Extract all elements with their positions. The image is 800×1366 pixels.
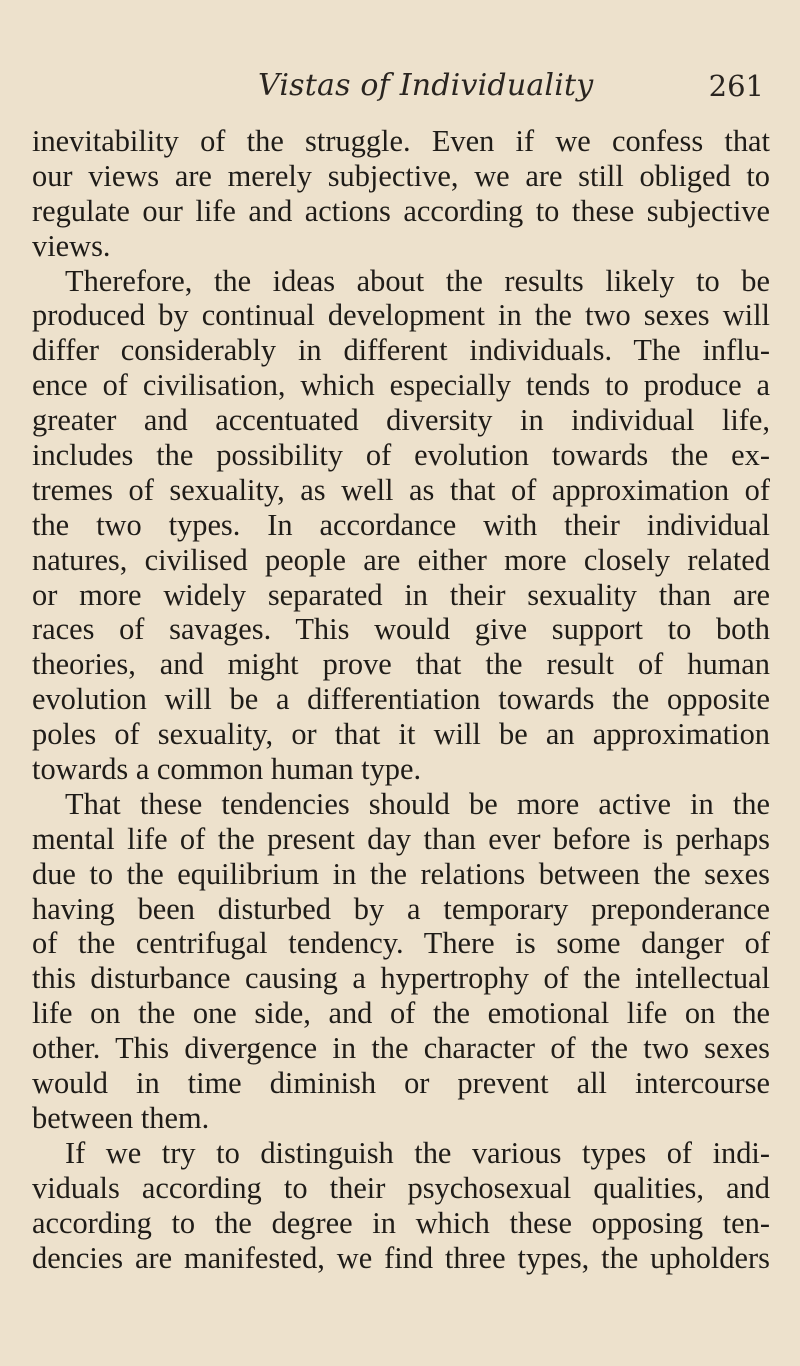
text-line: would in time diminish or prevent all intercourse — [32, 1066, 770, 1101]
running-title: Vistas of Individuality — [258, 68, 594, 103]
text-line: ence of civilisation, which especially tends to produce a — [32, 368, 770, 403]
text-line: Therefore, the ideas about the results likely to be — [65, 263, 770, 298]
text-line: between them. — [32, 1100, 210, 1135]
text-line: poles of sexuality, or that it will be an approximation — [32, 717, 770, 752]
text-line: greater and accentuated diversity in individual life, — [32, 403, 770, 438]
text-line: other. This divergence in the character of the two sexes — [32, 1031, 770, 1066]
text-line: mental life of the present day than ever before is perhaps — [32, 821, 770, 856]
text-line: theories, and might prove that the result of human — [32, 647, 770, 682]
text-line: this disturbance causing a hypertrophy of the intellectual — [32, 961, 770, 996]
text-line: evolution will be a differentiation towards the opposite — [32, 682, 770, 717]
text-line: produced by continual development in the two sexes will — [32, 298, 770, 333]
text-line: If we try to distinguish the various types of indi- — [65, 1135, 770, 1170]
text-line: according to the degree in which these opposing ten- — [32, 1205, 770, 1240]
paragraph — [32, 1136, 770, 1276]
text-line: inevitability of the struggle. Even if we confess that — [32, 124, 770, 158]
text-line: dencies are manifested, we find three types, the upholders — [32, 1240, 770, 1275]
text-line: the two types. In accordance with their individual — [32, 507, 770, 542]
page-number: 261 — [708, 69, 764, 103]
text-line: of the centrifugal tendency. There is some danger of — [32, 926, 770, 961]
text-line: having been disturbed by a temporary preponderance — [32, 891, 770, 926]
paragraph — [32, 787, 770, 1136]
text-line: natures, civilised people are either more closely related — [32, 542, 770, 577]
body-text — [32, 124, 770, 1275]
text-line: includes the possibility of evolution towards the ex- — [32, 438, 770, 473]
text-line: life on the one side, and of the emotional life on the — [32, 996, 770, 1031]
text-line: tremes of sexuality, as well as that of approximation of — [32, 472, 770, 507]
running-head — [258, 66, 764, 116]
text-line: regulate our life and actions according to these subjective — [32, 193, 770, 228]
text-line: towards a common human type. — [32, 752, 422, 787]
text-line: our views are merely subjective, we are still obliged to — [32, 158, 770, 193]
paragraph — [32, 264, 770, 787]
text-line: races of savages. This would give support to both — [32, 612, 770, 647]
text-line: viduals according to their psychosexual qualities, and — [32, 1170, 770, 1205]
text-line: or more widely separated in their sexuality than are — [32, 577, 770, 612]
text-line: differ considerably in different individuals. The influ- — [32, 333, 770, 368]
text-line: due to the equilibrium in the relations between the sexes — [32, 856, 770, 891]
paragraph — [32, 124, 770, 264]
text-line: views. — [32, 228, 111, 263]
text-line: That these tendencies should be more active in the — [65, 786, 770, 821]
